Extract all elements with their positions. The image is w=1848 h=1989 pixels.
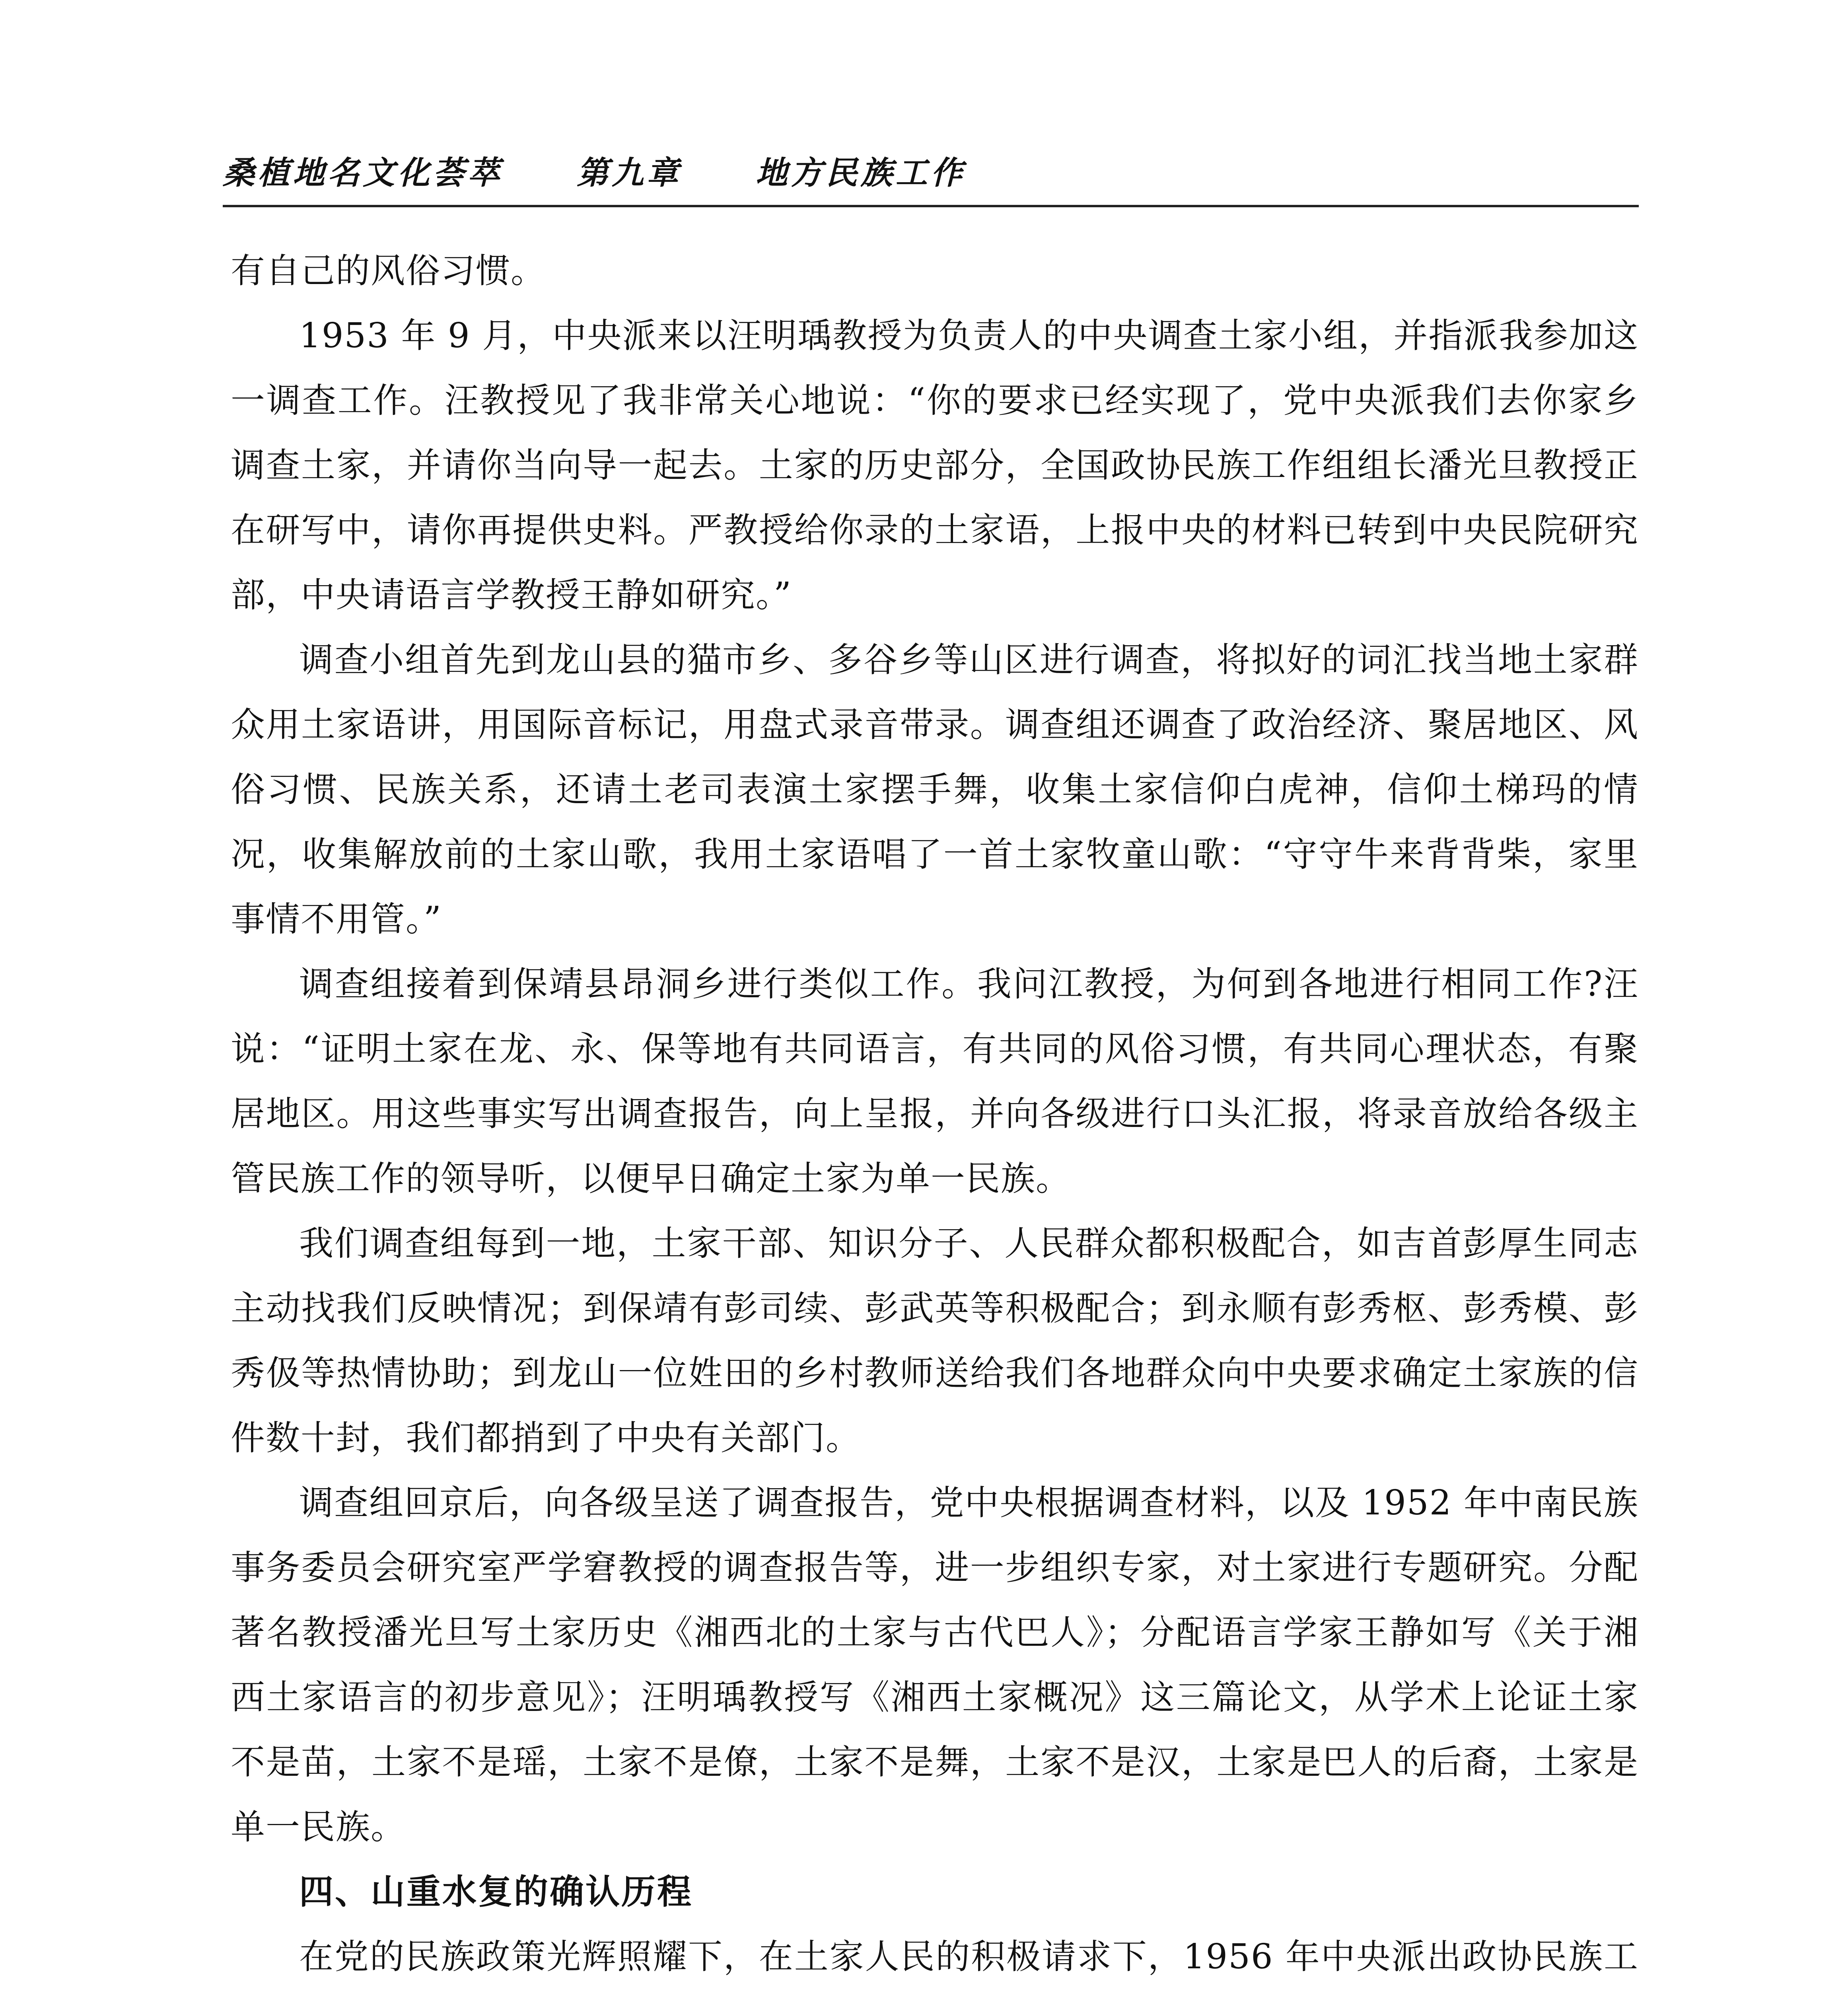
chapter-title: 地方民族工作 [755, 154, 966, 191]
section-heading: 四、山重水复的确认历程 [299, 1872, 693, 1912]
header-rule [223, 205, 1639, 207]
paragraph: 调查小组首先到龙山县的猫市乡、多谷乡等山区进行调查，将拟好的词汇找当地土家群众用土家语讲，用国际音标记，用盘式录音带录。调查组还调查了政治经济、聚居地区、风俗习惯、民族关系，还请土老司表演土家摆手舞，收集土家信仰白虎神，信仰土梯玛的情况，收集解放前的土家山歌，我用土家语唱了一首土家牧童山歌：“守守牛来背背柴，家里事情不用管。” [231, 640, 1639, 939]
paragraph: 调查组回京后，向各级呈送了调查报告，党中央根据调查材料，以及 1952 年中南民族事务委员会研究室严学窘教授的调查报告等，进一步组织专家，对土家进行专题研究。分配著名教授潘光旦写土家历史《湘西北的土家与古代巴人》；分配语言学家王静如写《关于湘西土家语言的初步意见》；汪明瑀教授写《湘西土家概况》这三篇论文，从学术上论证土家不是苗，土家不是瑶，土家不是僚，土家不是舞，土家不是汉，土家是巴人的后裔，土家是单一民族。 [231, 1483, 1639, 1847]
chapter-number: 第九章 [576, 154, 682, 191]
page-body [231, 239, 1639, 1989]
running-head [223, 153, 966, 193]
paragraph: 1953 年 9 月，中央派来以汪明瑀教授为负责人的中央调查土家小组，并指派我参加这一调查工作。汪教授见了我非常关心地说：“你的要求已经实现了，党中央派我们去你家乡调查土家，并请你当向导一起去。土家的历史部分，全国政协民族工作组组长潘光旦教授正在研写中，请你再提供史料。严教授给你录的土家语，上报中央的材料已转到中央民院研究部，中央请语言学教授王静如研究。” [231, 316, 1639, 615]
paragraph: 调查组接着到保靖县昂洞乡进行类似工作。我问江教授，为何到各地进行相同工作?汪说：“证明土家在龙、永、保等地有共同语言，有共同的风俗习惯，有共同心理状态，有聚居地区。用这些事实写出调查报告，向上呈报，并向各级进行口头汇报，将录音放给各级主管民族工作的领导听，以便早日确定土家为单一民族。 [231, 964, 1639, 1199]
paragraph: 我们调查组每到一地，土家干部、知识分子、人民群众都积极配合，如吉首彭厚生同志主动找我们反映情况；到保靖有彭司续、彭武英等积极配合；到永顺有彭秀枢、彭秀模、彭秀伋等热情协助；到龙山一位姓田的乡村教师送给我们各地群众向中央要求确定土家族的信件数十封，我们都捎到了中央有关部门。 [231, 1224, 1639, 1458]
page-header [223, 141, 1639, 209]
paragraph: 在党的民族政策光辉照耀下，在土家人民的积极请求下，1956 年中央派出政协民族工 [299, 1937, 1639, 1977]
paragraph: 有自己的风俗习惯。 [231, 251, 546, 291]
book-title: 桑植地名文化荟萃 [223, 154, 503, 191]
